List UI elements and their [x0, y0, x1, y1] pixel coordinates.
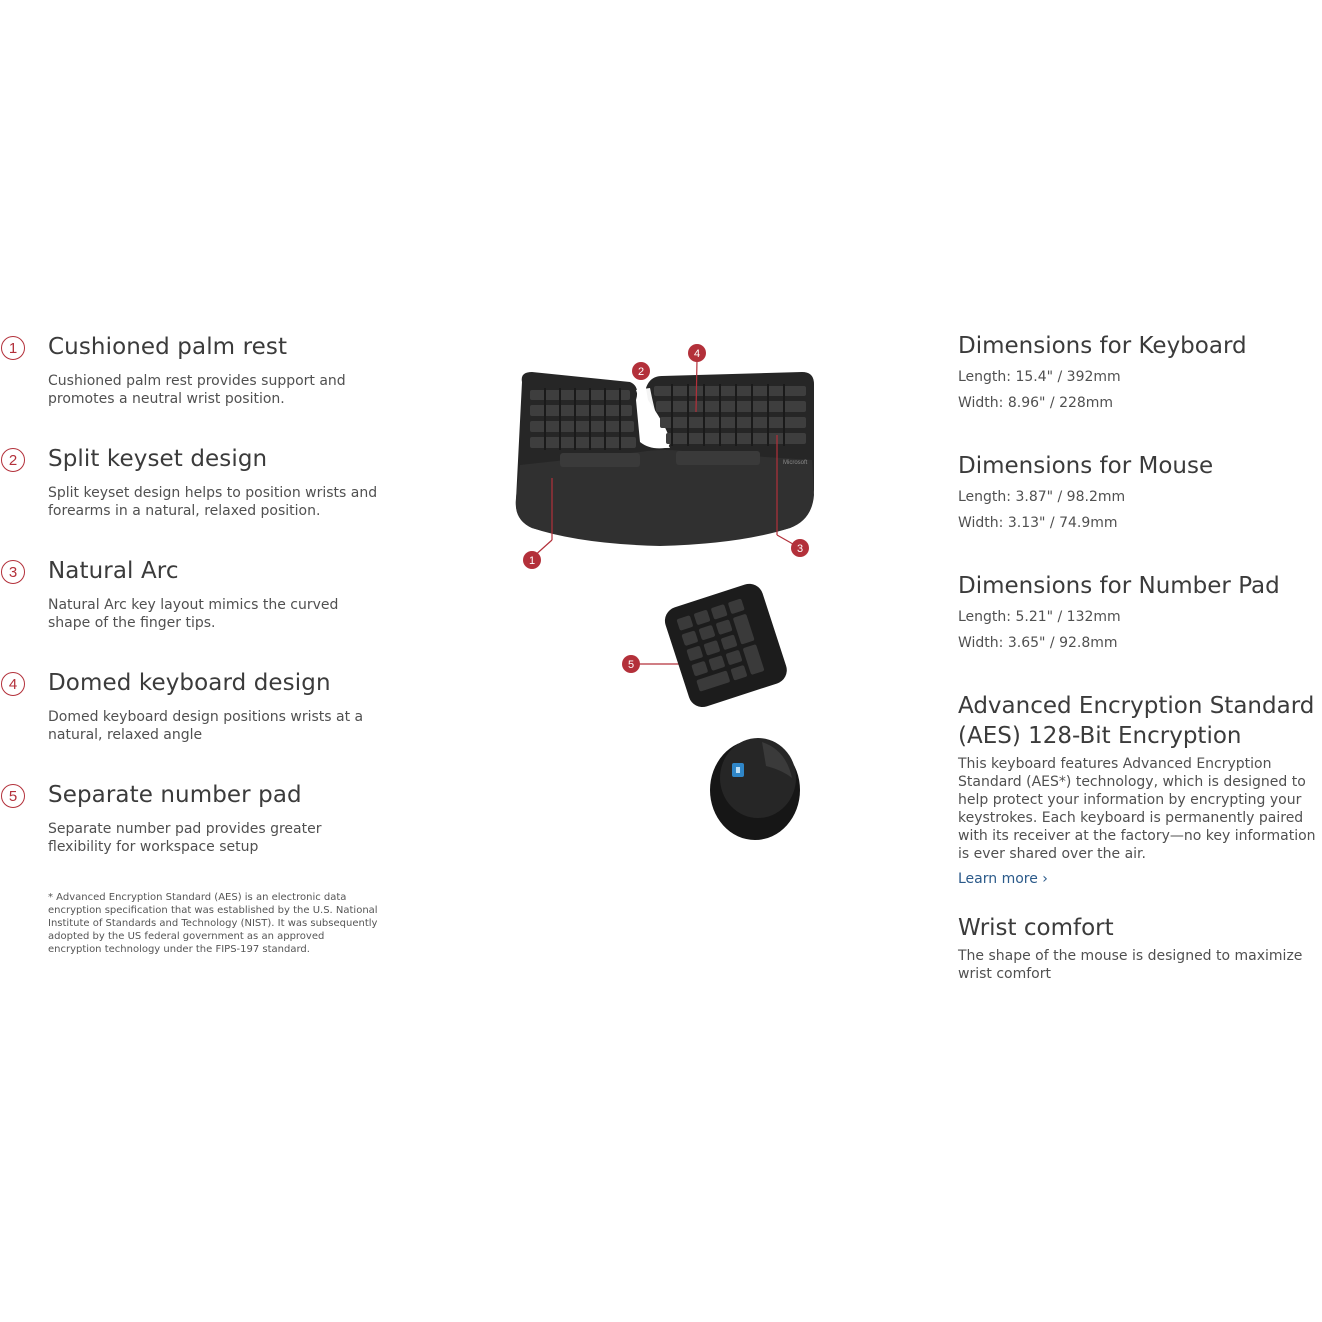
- callout-2: [632, 362, 650, 380]
- keyboard-brand: Microsoft: [783, 460, 808, 466]
- wrist-comfort-section: [958, 913, 1322, 983]
- mouse-width: Width: 3.13" / 74.9mm: [958, 515, 1118, 531]
- aes-title-line1: Advanced Encryption Standard: [958, 693, 1315, 719]
- svg-text:4: 4: [693, 348, 701, 360]
- feature-title-3: Natural Arc: [48, 558, 179, 584]
- feature-desc-2: Split keyset design helps to position wrists and forearms in a natural, relaxed position.: [48, 485, 378, 519]
- feature-desc-4: Domed keyboard design positions wrists at a natural, relaxed angle: [48, 709, 364, 743]
- feature-title-2: Split keyset design: [48, 446, 268, 472]
- numpad-dimensions: [958, 571, 1322, 652]
- mouse-image: [710, 738, 800, 840]
- learn-more-link[interactable]: Learn more ›: [958, 871, 1048, 887]
- feature-desc-3: Natural Arc key layout mimics the curved shape of the finger tips.: [48, 597, 339, 631]
- aes-section: [958, 691, 1322, 887]
- callout-4: [688, 344, 706, 362]
- numpad-length: Length: 5.21" / 132mm: [958, 609, 1121, 625]
- feature-number-3: 3: [1, 560, 25, 584]
- feature-number-2: 2: [1, 448, 25, 472]
- keyboard-dimensions: [958, 331, 1322, 412]
- product-illustration: [500, 330, 830, 850]
- feature-number-4: 4: [1, 672, 25, 696]
- aes-title-line2: (AES) 128-Bit Encryption: [958, 723, 1242, 749]
- mouse-dimensions-title: Dimensions for Mouse: [958, 453, 1214, 479]
- mouse-dimensions: [958, 451, 1322, 532]
- numpad-dimensions-title: Dimensions for Number Pad: [958, 573, 1280, 599]
- keyboard-length: Length: 15.4" / 392mm: [958, 369, 1121, 385]
- feature-desc-5: Separate number pad provides greater flexibility for workspace setup: [48, 821, 322, 855]
- callout-3: [791, 539, 809, 557]
- callout-1: [523, 551, 541, 569]
- feature-title-4: Domed keyboard design: [48, 670, 331, 696]
- mouse-length: Length: 3.87" / 98.2mm: [958, 489, 1126, 505]
- aes-description: This keyboard features Advanced Encryption Standard (AES*) technology, which is designed to help protect your information by encrypting your keystrokes. Each keyboard is permanently paired with its receiver at the factory—no key information is ever shared over the air.: [958, 756, 1316, 862]
- number-pad-image: [661, 580, 790, 710]
- svg-text:3: 3: [796, 543, 804, 555]
- aes-footnote: * Advanced Encryption Standard (AES) is an electronic data encryption specification that was established by the U.S. National Institute of Standards and Technology (NIST). It was subsequently adopted by the US federal government as an approved encryption technology under the FIPS-197 standard.: [48, 892, 378, 955]
- svg-text:2: 2: [637, 366, 645, 378]
- feature-number-5: 5: [1, 784, 25, 808]
- svg-text:1: 1: [528, 555, 536, 567]
- keyboard-width: Width: 8.96" / 228mm: [958, 395, 1114, 411]
- svg-text:5: 5: [627, 659, 635, 671]
- feature-title-1: Cushioned palm rest: [48, 334, 288, 360]
- wrist-comfort-title: Wrist comfort: [958, 915, 1114, 941]
- callout-5: [622, 655, 640, 673]
- feature-title-5: Separate number pad: [48, 782, 302, 808]
- feature-number-1: 1: [1, 336, 25, 360]
- wrist-comfort-desc: The shape of the mouse is designed to maximize wrist comfort: [958, 948, 1303, 982]
- keyboard-dimensions-title: Dimensions for Keyboard: [958, 333, 1247, 359]
- feature-desc-1: Cushioned palm rest provides support and promotes a neutral wrist position.: [48, 373, 346, 407]
- numpad-width: Width: 3.65" / 92.8mm: [958, 635, 1118, 651]
